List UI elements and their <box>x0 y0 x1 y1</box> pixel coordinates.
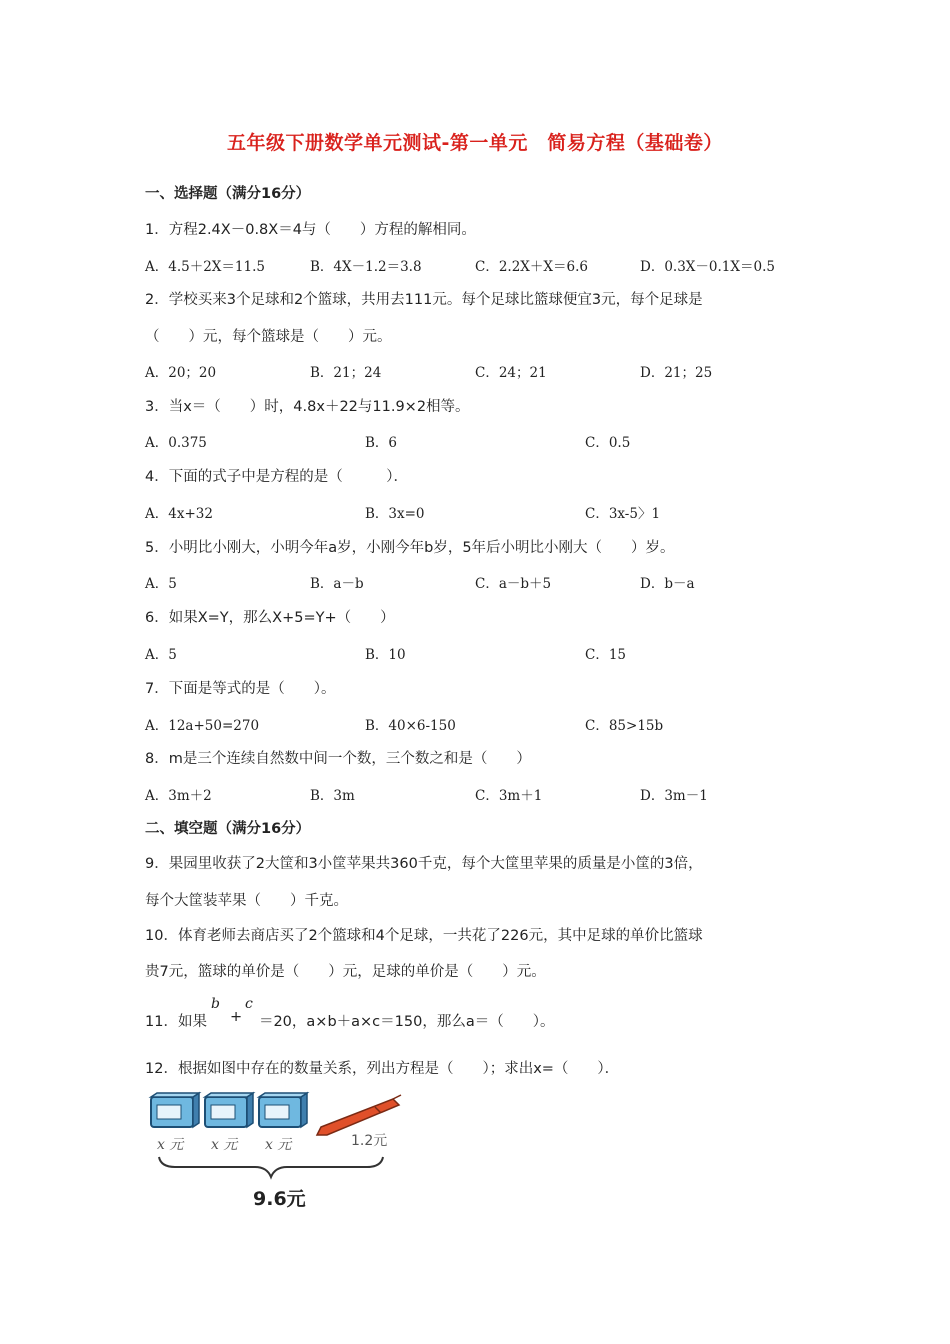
option-a: A．5 <box>145 576 177 592</box>
option-c: C．3x-5〉1 <box>585 506 661 522</box>
question-11-prefix: 11．如果 <box>145 1014 207 1030</box>
question-2-continued: （ ）元，每个篮球是（ ）元。 <box>145 329 392 345</box>
option-a: A．4x+32 <box>145 506 213 522</box>
box-icon <box>259 1093 307 1127</box>
question-11 <box>145 1010 554 1031</box>
question-10-continued: 贵7元，篮球的单价是（ ）元，足球的单价是（ ）元。 <box>145 964 546 980</box>
brace <box>159 1157 383 1177</box>
pen-price-label: 1.2元 <box>351 1133 388 1149</box>
question-1: 1．方程2.4X－0.8X＝4与（ ）方程的解相同。 <box>145 222 476 238</box>
figure-drawing <box>145 1085 415 1215</box>
option-c: C．3m＋1 <box>475 788 543 804</box>
option-b: B．21；24 <box>310 365 382 381</box>
question-4: 4．下面的式子中是方程的是（ ）． <box>145 469 408 485</box>
section-heading-fill-in: 二、填空题（满分16分） <box>145 821 311 837</box>
option-b: B．6 <box>365 435 398 451</box>
question-7: 7．下面是等式的是（ ）。 <box>145 681 336 697</box>
page-title: 五年级下册数学单元测试-第一单元 简易方程（基础卷） <box>227 132 723 154</box>
option-d: D．b－a <box>640 576 695 592</box>
question-3: 3．当x＝（ ）时，4.8x＋22与11.9×2相等。 <box>145 399 470 415</box>
question-12: 12．根据如图中存在的数量关系，列出方程是（ ）；求出x=（ ）． <box>145 1061 620 1077</box>
box-icon <box>151 1093 199 1127</box>
question-9-continued: 每个大筐装苹果（ ）千克。 <box>145 893 348 909</box>
box-price-label: x 元 <box>157 1137 184 1153</box>
option-b: B．3m <box>310 788 355 804</box>
box-price-label: x 元 <box>211 1137 238 1153</box>
question-8-options <box>145 784 825 804</box>
option-c: C．2.2X＋X＝6.6 <box>475 259 588 275</box>
option-a: A．0.375 <box>145 435 207 451</box>
option-d: D．21；25 <box>640 365 713 381</box>
question-12-figure <box>145 1085 415 1215</box>
option-a: A．5 <box>145 647 177 663</box>
option-a: A．20；20 <box>145 365 217 381</box>
pen-icon <box>317 1095 401 1135</box>
question-3-options <box>145 431 825 451</box>
option-d: D．3m－1 <box>640 788 708 804</box>
plus-sign: + <box>230 1009 243 1025</box>
section-heading-multiple-choice: 一、选择题（满分16分） <box>145 186 311 202</box>
option-c: C．24；21 <box>475 365 547 381</box>
question-4-options <box>145 502 825 522</box>
option-d: D．0.3X－0.1X＝0.5 <box>640 259 775 275</box>
question-6-options <box>145 643 825 663</box>
question-10: 10．体育老师去商店买了2个篮球和4个足球，一共花了226元，其中足球的单价比篮球 <box>145 928 703 944</box>
question-6: 6．如果X=Y，那么X+5=Y+（ ） <box>145 610 395 626</box>
question-7-options <box>145 714 825 734</box>
question-5: 5．小明比小刚大，小明今年a岁，小刚今年b岁，5年后小明比小刚大（ ）岁。 <box>145 540 675 556</box>
option-b: B．4X－1.2＝3.8 <box>310 259 422 275</box>
question-11-suffix: ＝20，a×b＋a×c＝150，那么a＝（ ）。 <box>258 1014 555 1030</box>
total-price-label: 9.6元 <box>253 1188 306 1210</box>
option-b: B．40×6-150 <box>365 718 456 734</box>
option-b: B．3x=0 <box>365 506 425 522</box>
question-1-options <box>145 255 825 275</box>
option-c: C．a－b＋5 <box>475 576 552 592</box>
question-5-options <box>145 572 825 592</box>
option-c: C．85>15b <box>585 718 664 734</box>
option-c: C．15 <box>585 647 627 663</box>
option-c: C．0.5 <box>585 435 631 451</box>
option-b: B．10 <box>365 647 406 663</box>
question-2-options <box>145 361 825 381</box>
symbol-b: b <box>211 996 220 1012</box>
option-a: A．12a+50=270 <box>145 718 260 734</box>
question-8: 8．m是三个连续自然数中间一个数，三个数之和是（ ） <box>145 751 531 767</box>
box-price-label: x 元 <box>265 1137 292 1153</box>
option-b: B．a－b <box>310 576 364 592</box>
symbol-c: c <box>245 996 253 1012</box>
box-icon <box>205 1093 253 1127</box>
option-a: A．3m＋2 <box>145 788 212 804</box>
question-2: 2．学校买来3个足球和2个篮球，共用去111元。每个足球比篮球便宜3元，每个足球是 <box>145 292 703 308</box>
option-a: A．4.5＋2X＝11.5 <box>145 259 265 275</box>
question-9: 9．果园里收获了2大筐和3小筐苹果共360千克，每个大筐里苹果的质量是小筐的3倍， <box>145 856 703 872</box>
